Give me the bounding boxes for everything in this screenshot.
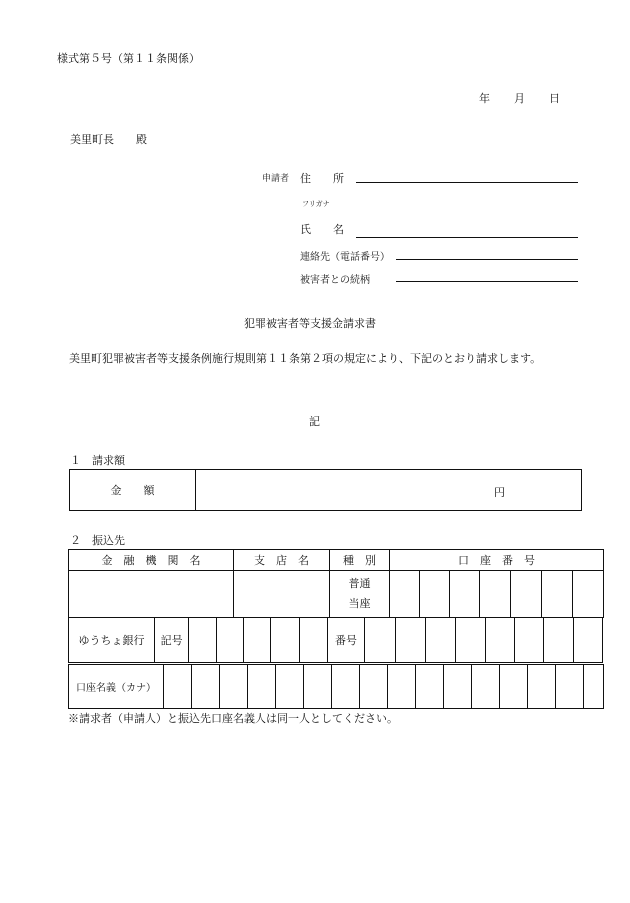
kigo-digit-4[interactable] [271, 618, 299, 663]
section2-heading: ２ 振込先 [70, 534, 125, 547]
bango-digit-4[interactable] [456, 618, 485, 663]
amount-table [69, 469, 582, 511]
name-field[interactable] [356, 237, 578, 238]
account-digit-6[interactable] [542, 571, 573, 618]
form-number: 様式第５号（第１１条関係） [57, 52, 200, 65]
kigo-digit-1[interactable] [189, 618, 216, 663]
account-number-header: 口 座 番 号 [390, 550, 604, 571]
holder-char-cell[interactable] [556, 665, 584, 709]
recipient: 美里町長 殿 [70, 133, 147, 146]
account-digit-3[interactable] [450, 571, 480, 618]
kigo-digit-2[interactable] [216, 618, 243, 663]
bango-digit-7[interactable] [544, 618, 573, 663]
amount-label: 金 額 [70, 470, 196, 511]
holder-char-cell[interactable] [528, 665, 556, 709]
address-field[interactable] [356, 182, 578, 183]
bango-digit-6[interactable] [514, 618, 543, 663]
holder-char-cell[interactable] [304, 665, 332, 709]
amount-field[interactable] [196, 470, 582, 511]
holder-char-cell[interactable] [220, 665, 248, 709]
bank-name-field[interactable] [69, 571, 234, 618]
holder-table [68, 664, 604, 709]
branch-field[interactable] [234, 571, 330, 618]
document-title: 犯罪被害者等支援金請求書 [244, 317, 376, 330]
kigo-digit-3[interactable] [243, 618, 270, 663]
yucho-table [68, 617, 603, 663]
bank-table [68, 549, 604, 618]
holder-label: 口座名義（カナ） [69, 665, 164, 709]
relation-label: 被害者との続柄 [300, 275, 370, 286]
holder-char-cell[interactable] [332, 665, 360, 709]
holder-char-cell[interactable] [276, 665, 304, 709]
note: ※請求者（申請人）と振込先口座名義人は同一人としてください。 [68, 712, 398, 725]
account-digit-1[interactable] [390, 571, 420, 618]
holder-char-cell[interactable] [164, 665, 192, 709]
contact-field[interactable] [396, 259, 578, 260]
type-ordinary[interactable]: 普通 [348, 577, 371, 590]
bango-label: 番号 [327, 618, 364, 663]
type-header: 種 別 [330, 550, 390, 571]
furigana-label: フリガナ [302, 200, 330, 208]
bango-digit-2[interactable] [395, 618, 425, 663]
bank-name-header: 金 融 機 関 名 [69, 550, 234, 571]
bango-digit-8[interactable] [573, 618, 602, 663]
account-digit-5[interactable] [511, 571, 542, 618]
holder-char-cell[interactable] [416, 665, 444, 709]
relation-field[interactable] [396, 281, 578, 282]
name-label: 氏 名 [300, 223, 344, 236]
bango-digit-5[interactable] [485, 618, 514, 663]
branch-header: 支 店 名 [234, 550, 330, 571]
account-digit-7[interactable] [573, 571, 604, 618]
kigo-digit-5[interactable] [299, 618, 327, 663]
holder-char-cell[interactable] [360, 665, 388, 709]
address-label: 住 所 [300, 172, 344, 185]
holder-char-cell[interactable] [584, 665, 604, 709]
holder-char-cell[interactable] [248, 665, 276, 709]
applicant-label: 申請者 [262, 174, 290, 184]
section1-heading: １ 請求額 [70, 454, 125, 467]
contact-label: 連絡先（電話番号） [300, 252, 390, 263]
kigo-label: 記号 [154, 618, 188, 663]
bango-digit-1[interactable] [365, 618, 395, 663]
holder-char-cell[interactable] [192, 665, 220, 709]
holder-char-cell[interactable] [472, 665, 500, 709]
date-day: 日 [549, 92, 560, 105]
date-month: 月 [514, 92, 525, 105]
yen-label: 円 [494, 486, 505, 499]
body-text: 美里町犯罪被害者等支援条例施行規則第１１条第２項の規定により、下記のとおり請求します。 [69, 352, 542, 365]
date-year: 年 [479, 92, 490, 105]
holder-char-cell[interactable] [444, 665, 472, 709]
account-digit-2[interactable] [420, 571, 450, 618]
ki-label: 記 [309, 415, 320, 428]
yucho-label: ゆうちょ銀行 [69, 618, 155, 663]
account-type-cell[interactable] [330, 571, 390, 618]
type-current[interactable]: 当座 [348, 597, 371, 610]
holder-char-cell[interactable] [388, 665, 416, 709]
holder-char-cell[interactable] [500, 665, 528, 709]
bango-digit-3[interactable] [425, 618, 455, 663]
account-digit-4[interactable] [480, 571, 511, 618]
